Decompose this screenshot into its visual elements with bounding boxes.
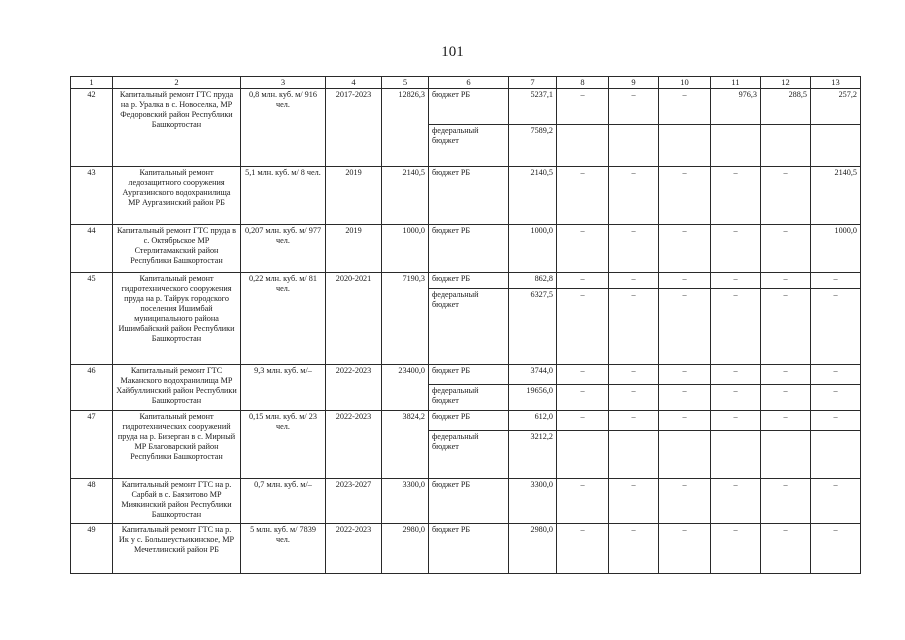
year-value-col-12: – — [761, 365, 811, 385]
year-value-col-12: – — [761, 289, 811, 365]
funding-amount: 7589,2 — [509, 125, 557, 167]
program-table — [70, 76, 861, 574]
funding-source: бюджет РБ — [429, 225, 509, 273]
year-value-col-10: – — [659, 479, 711, 524]
header-cell-13: 13 — [811, 77, 861, 89]
year-value-col-13: 2140,5 — [811, 167, 861, 225]
year-value-col-13: – — [811, 273, 861, 289]
funding-amount: 2140,5 — [509, 167, 557, 225]
header-cell-8: 8 — [557, 77, 609, 89]
year-value-col-8: – — [557, 273, 609, 289]
header-cell-11: 11 — [711, 77, 761, 89]
total-cost: 2140,5 — [382, 167, 429, 225]
years: 2019 — [326, 225, 382, 273]
capacity: 0,8 млн. куб. м/ 916 чел. — [241, 89, 326, 167]
capacity: 5,1 млн. куб. м/ 8 чел. — [241, 167, 326, 225]
header-row — [71, 77, 861, 89]
header-cell-6: 6 — [429, 77, 509, 89]
funding-amount: 3212,2 — [509, 431, 557, 479]
year-value-col-10: – — [659, 167, 711, 225]
year-value-col-12: – — [761, 524, 811, 574]
funding-amount: 1000,0 — [509, 225, 557, 273]
year-value-col-13: – — [811, 289, 861, 365]
capacity: 0,207 млн. куб. м/ 977 чел. — [241, 225, 326, 273]
year-value-col-13: – — [811, 385, 861, 411]
year-value-col-9 — [609, 125, 659, 167]
year-value-col-8: – — [557, 385, 609, 411]
year-value-col-11: – — [711, 225, 761, 273]
object-name: Капитальный ремонт ГТС Маканского водохранилища МР Хайбуллинский район Республики Башкортостан — [113, 365, 241, 411]
year-value-col-8: – — [557, 225, 609, 273]
funding-source: бюджет РБ — [429, 479, 509, 524]
year-value-col-9: – — [609, 167, 659, 225]
header-cell-3: 3 — [241, 77, 326, 89]
funding-source: федеральный бюджет — [429, 385, 509, 411]
header-cell-2: 2 — [113, 77, 241, 89]
total-cost: 1000,0 — [382, 225, 429, 273]
funding-amount: 3744,0 — [509, 365, 557, 385]
year-value-col-11 — [711, 431, 761, 479]
funding-amount: 6327,5 — [509, 289, 557, 365]
year-value-col-12 — [761, 431, 811, 479]
funding-amount: 2980,0 — [509, 524, 557, 574]
years: 2022-2023 — [326, 411, 382, 479]
year-value-col-9: – — [609, 365, 659, 385]
year-value-col-11: 976,3 — [711, 89, 761, 125]
capacity: 0,7 млн. куб. м/– — [241, 479, 326, 524]
total-cost: 3824,2 — [382, 411, 429, 479]
year-value-col-11: – — [711, 524, 761, 574]
header-cell-1: 1 — [71, 77, 113, 89]
years: 2023-2027 — [326, 479, 382, 524]
year-value-col-8: – — [557, 411, 609, 431]
years: 2022-2023 — [326, 524, 382, 574]
funding-amount: 612,0 — [509, 411, 557, 431]
year-value-col-13: 1000,0 — [811, 225, 861, 273]
funding-source: федеральный бюджет — [429, 431, 509, 479]
years: 2020-2021 — [326, 273, 382, 365]
year-value-col-12: – — [761, 385, 811, 411]
years: 2022-2023 — [326, 365, 382, 411]
header-cell-7: 7 — [509, 77, 557, 89]
year-value-col-9: – — [609, 411, 659, 431]
table-row — [71, 524, 861, 574]
funding-source: федеральный бюджет — [429, 289, 509, 365]
year-value-col-13 — [811, 125, 861, 167]
year-value-col-12: – — [761, 225, 811, 273]
year-value-col-8: – — [557, 524, 609, 574]
capacity: 9,3 млн. куб. м/– — [241, 365, 326, 411]
year-value-col-12: – — [761, 411, 811, 431]
table-row — [71, 479, 861, 524]
header-cell-10: 10 — [659, 77, 711, 89]
year-value-col-11: – — [711, 273, 761, 289]
page-number: 101 — [441, 44, 464, 60]
year-value-col-9: – — [609, 385, 659, 411]
funding-source: бюджет РБ — [429, 273, 509, 289]
funding-amount: 19656,0 — [509, 385, 557, 411]
year-value-col-11 — [711, 125, 761, 167]
year-value-col-8 — [557, 125, 609, 167]
row-number: 42 — [71, 89, 113, 167]
year-value-col-11: – — [711, 167, 761, 225]
table-row — [71, 411, 861, 431]
year-value-col-10 — [659, 125, 711, 167]
row-number: 44 — [71, 225, 113, 273]
table-row — [71, 273, 861, 289]
year-value-col-9: – — [609, 225, 659, 273]
funding-amount: 3300,0 — [509, 479, 557, 524]
year-value-col-13: – — [811, 411, 861, 431]
funding-source: бюджет РБ — [429, 365, 509, 385]
total-cost: 12826,3 — [382, 89, 429, 167]
year-value-col-8: – — [557, 89, 609, 125]
year-value-col-10: – — [659, 365, 711, 385]
funding-source: бюджет РБ — [429, 167, 509, 225]
year-value-col-12: – — [761, 273, 811, 289]
year-value-col-10 — [659, 431, 711, 479]
year-value-col-13: 257,2 — [811, 89, 861, 125]
header-cell-5: 5 — [382, 77, 429, 89]
table-row — [71, 225, 861, 273]
year-value-col-10: – — [659, 273, 711, 289]
funding-source: федеральный бюджет — [429, 125, 509, 167]
year-value-col-10: – — [659, 225, 711, 273]
total-cost: 7190,3 — [382, 273, 429, 365]
row-number: 48 — [71, 479, 113, 524]
year-value-col-13: – — [811, 365, 861, 385]
header-cell-4: 4 — [326, 77, 382, 89]
object-name: Капитальный ремонт ГТС пруда на р. Уралка в с. Новоселка, МР Федоровский район Республики Башкортостан — [113, 89, 241, 167]
capacity: 0,22 млн. куб. м/ 81 чел. — [241, 273, 326, 365]
funding-amount: 5237,1 — [509, 89, 557, 125]
row-number: 43 — [71, 167, 113, 225]
object-name: Капитальный ремонт гидротехнических сооружений пруда на р. Бизерган в с. Мирный МР Благоварский район Республики Башкортостан — [113, 411, 241, 479]
table-row — [71, 89, 861, 125]
capacity: 0,15 млн. куб. м/ 23 чел. — [241, 411, 326, 479]
year-value-col-8: – — [557, 479, 609, 524]
year-value-col-9: – — [609, 273, 659, 289]
year-value-col-9: – — [609, 289, 659, 365]
year-value-col-8: – — [557, 167, 609, 225]
year-value-col-8: – — [557, 365, 609, 385]
object-name: Капитальный ремонт ГТС на р. Ик у с. Большеустьикинское, МР Мечетлинский район РБ — [113, 524, 241, 574]
row-number: 46 — [71, 365, 113, 411]
year-value-col-11: – — [711, 411, 761, 431]
row-number: 49 — [71, 524, 113, 574]
year-value-col-9: – — [609, 479, 659, 524]
year-value-col-12 — [761, 125, 811, 167]
year-value-col-13 — [811, 431, 861, 479]
year-value-col-10: – — [659, 89, 711, 125]
funding-amount: 862,8 — [509, 273, 557, 289]
year-value-col-10: – — [659, 289, 711, 365]
object-name: Капитальный ремонт ГТС на р. Сарбай в с. Баязитово МР Миякинский район Республики Башкортостан — [113, 479, 241, 524]
year-value-col-9: – — [609, 89, 659, 125]
year-value-col-8: – — [557, 289, 609, 365]
year-value-col-11: – — [711, 479, 761, 524]
row-number: 45 — [71, 273, 113, 365]
total-cost: 3300,0 — [382, 479, 429, 524]
years: 2017-2023 — [326, 89, 382, 167]
year-value-col-10: – — [659, 385, 711, 411]
year-value-col-11: – — [711, 385, 761, 411]
header-cell-9: 9 — [609, 77, 659, 89]
year-value-col-11: – — [711, 365, 761, 385]
year-value-col-12: – — [761, 167, 811, 225]
funding-source: бюджет РБ — [429, 524, 509, 574]
year-value-col-10: – — [659, 524, 711, 574]
total-cost: 23400,0 — [382, 365, 429, 411]
header-cell-12: 12 — [761, 77, 811, 89]
year-value-col-13: – — [811, 479, 861, 524]
funding-source: бюджет РБ — [429, 411, 509, 431]
year-value-col-13: – — [811, 524, 861, 574]
year-value-col-10: – — [659, 411, 711, 431]
year-value-col-11: – — [711, 289, 761, 365]
table-row — [71, 167, 861, 225]
capacity: 5 млн. куб. м/ 7839 чел. — [241, 524, 326, 574]
funding-source: бюджет РБ — [429, 89, 509, 125]
row-number: 47 — [71, 411, 113, 479]
year-value-col-12: – — [761, 479, 811, 524]
table-row — [71, 365, 861, 385]
year-value-col-9: – — [609, 524, 659, 574]
year-value-col-8 — [557, 431, 609, 479]
year-value-col-9 — [609, 431, 659, 479]
object-name: Капитальный ремонт гидротехнического сооружения пруда на р. Тайрук городского поселения Ишимбай муниципального района Ишимбайский район Республики Башкортостан — [113, 273, 241, 365]
total-cost: 2980,0 — [382, 524, 429, 574]
years: 2019 — [326, 167, 382, 225]
year-value-col-12: 288,5 — [761, 89, 811, 125]
object-name: Капитальный ремонт ледозащитного сооружения Аургазинского водохранилища МР Аургазинский район РБ — [113, 167, 241, 225]
object-name: Капитальный ремонт ГТС пруда в с. Октябрьское МР Стерлитамакский район Республики Башкортостан — [113, 225, 241, 273]
